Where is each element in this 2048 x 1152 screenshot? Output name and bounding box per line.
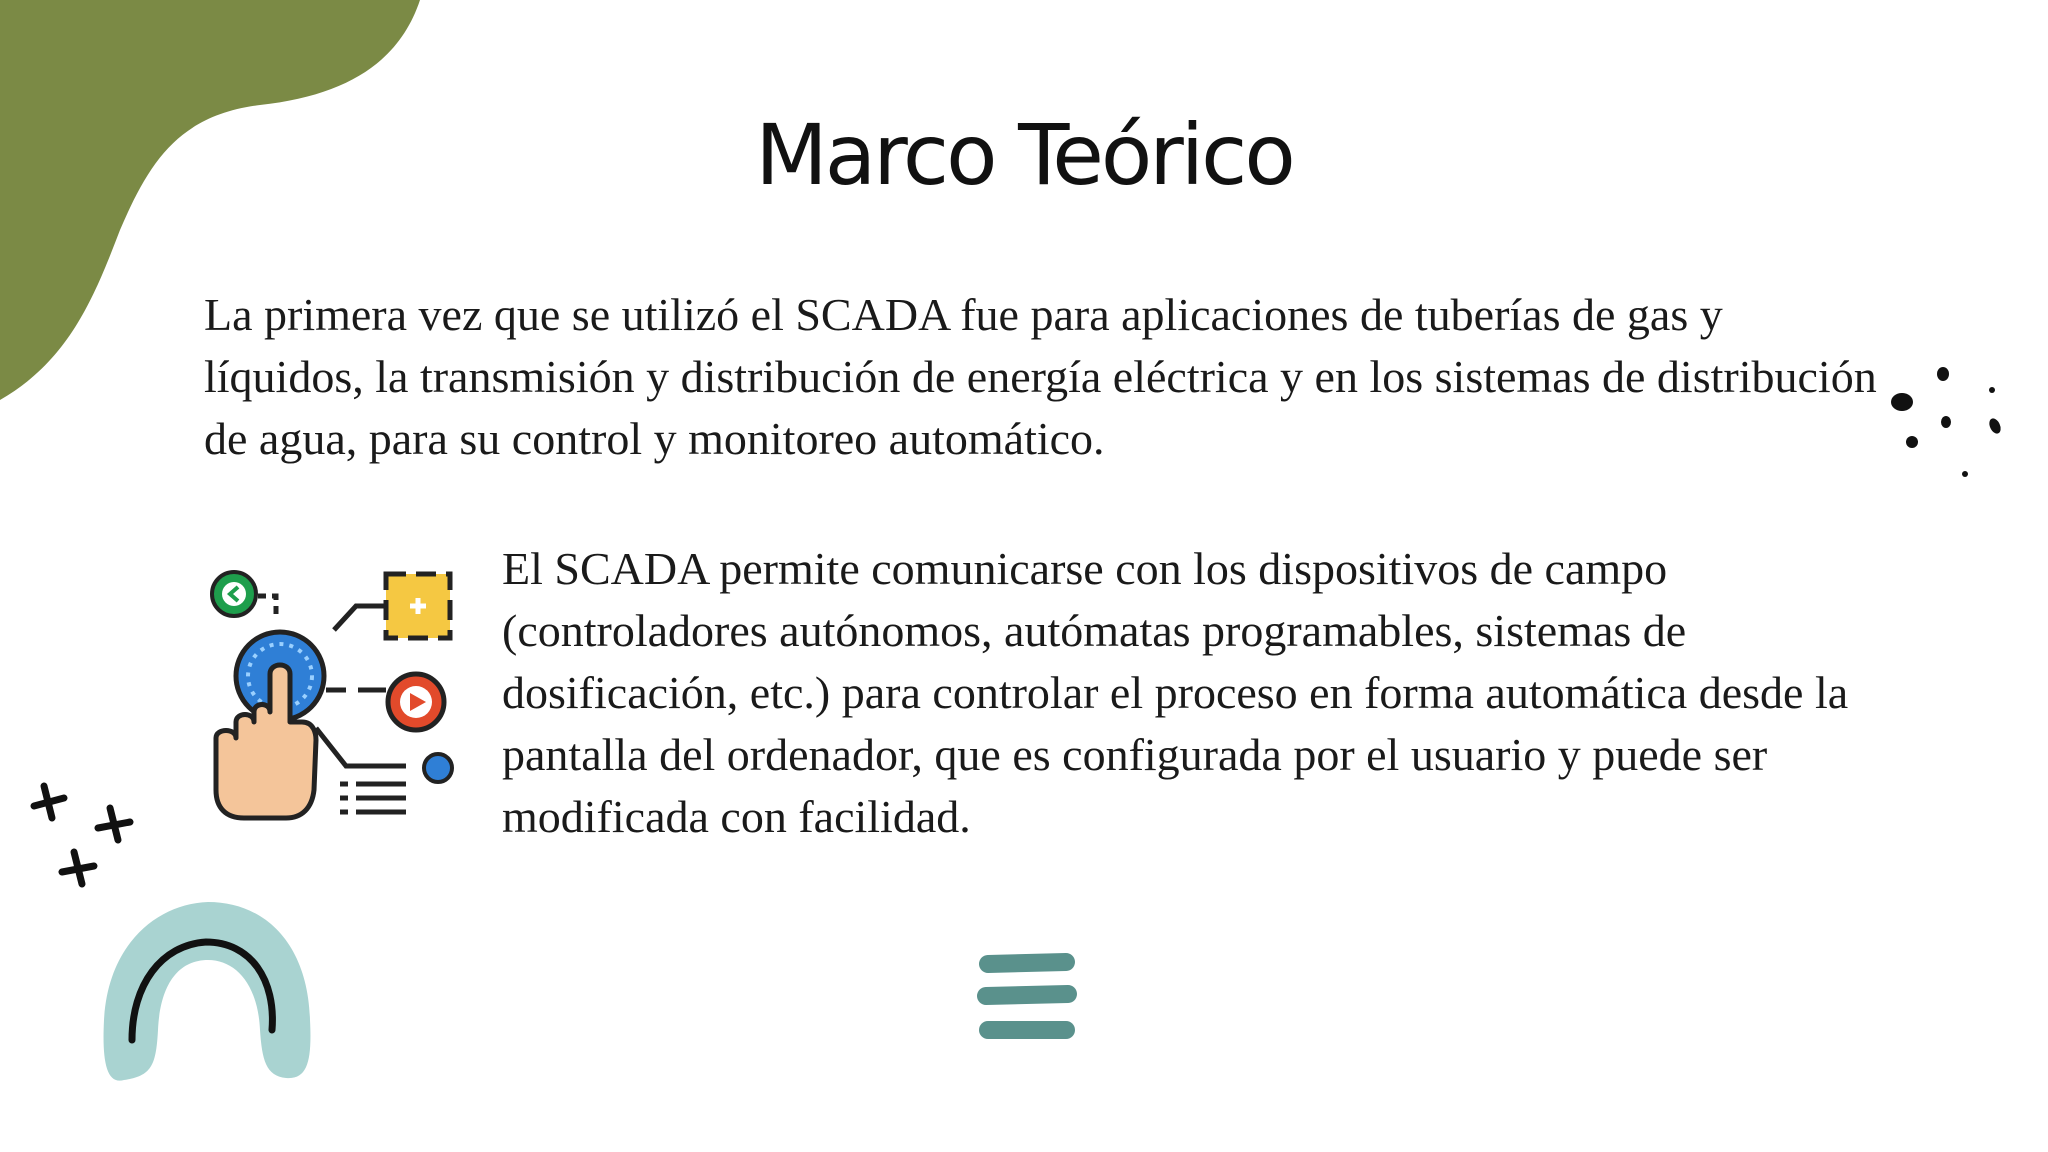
scada-description-paragraph: El SCADA permite comunicarse con los dispositivos de campo (controladores autónomos, autómatas programables, sistemas de dosificación, etc.) para controlar el proceso en forma automática desde la pantalla del ordenador, que es configurada por el usuario y puede ser modificada con facilidad. [502, 543, 1849, 842]
scada-touch-control-icon [206, 562, 462, 822]
teal-stripes-decoration [976, 950, 1080, 1050]
slide-title: Marco Teórico [755, 106, 1293, 204]
teal-arch-decoration [96, 890, 326, 1090]
intro-paragraph: La primera vez que se utilizó el SCADA fue para aplicaciones de tuberías de gas y líquidos, la transmisión y distribución de energía eléctrica y en los sistemas de distribución de agua, para su control y monitoreo automático. [204, 289, 1877, 464]
ink-dots-decoration [1880, 360, 2020, 490]
cross-marks-decoration [20, 776, 150, 896]
